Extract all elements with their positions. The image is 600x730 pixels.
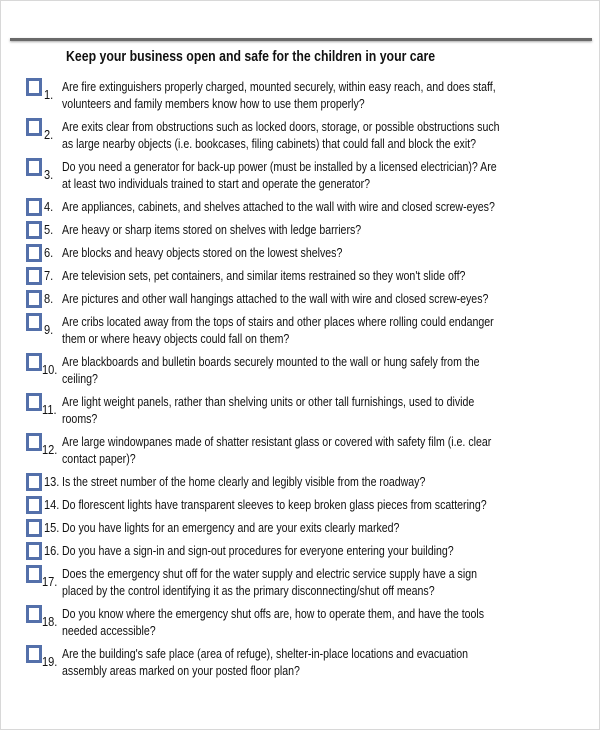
item-number: 12. [42,442,58,457]
checkbox[interactable] [26,393,42,411]
item-number: 17. [42,574,58,589]
item-text [62,519,586,536]
item-number: 16. [44,543,60,558]
item-text-line: Are the building's safe place (area of refuge), shelter-in-place locations and evacuation [62,646,469,661]
checklist-item [26,78,586,112]
checkbox[interactable] [26,313,42,331]
checkbox[interactable] [26,496,42,514]
item-text-line: Do you know where the emergency shut offs are, how to operate them, and have the tools [62,606,485,621]
checkbox[interactable] [26,473,42,491]
checkbox[interactable] [26,118,42,136]
item-text-line: Are cribs located away from the tops of stairs and other places where rolling could endanger [62,314,494,329]
checklist-item [26,605,586,639]
checklist-item [26,473,586,490]
item-number: 7. [44,268,54,283]
item-number: 4. [44,199,54,214]
checklist-item [26,313,586,347]
item-number: 19. [42,654,58,669]
checklist-item [26,158,586,192]
item-text-line: rooms? [62,411,98,426]
checkbox[interactable] [26,433,42,451]
item-text [62,542,586,559]
item-text-line: Does the emergency shut off for the water supply and electric service supply have a sign [62,566,478,581]
checklist-item [26,433,586,467]
checklist-item [26,645,586,679]
checkbox[interactable] [26,244,42,262]
checkbox[interactable] [26,221,42,239]
item-text [62,158,586,192]
item-text [62,353,586,387]
item-text [62,605,586,639]
item-text-line: Are light weight panels, rather than shelving units or other tall furnishings, used to divide [62,394,475,409]
checkbox[interactable] [26,645,42,663]
item-text-line: Are pictures and other wall hangings attached to the wall with wire and closed screw-eyes? [62,291,489,306]
item-number: 1. [44,87,54,102]
checkbox[interactable] [26,198,42,216]
checkbox[interactable] [26,267,42,285]
item-text-line: needed accessible? [62,623,156,638]
checklist-item [26,565,586,599]
item-text [62,645,586,679]
checklist-item [26,519,586,536]
item-text-line: Do you have lights for an emergency and are your exits clearly marked? [62,520,400,535]
item-text-line: Are blocks and heavy objects stored on the lowest shelves? [62,245,343,260]
checklist-item [26,542,586,559]
item-text [62,433,586,467]
item-text-line: Are large windowpanes made of shatter resistant glass or covered with safety film (i.e. clear [62,434,492,449]
item-text-line: Are fire extinguishers properly charged, mounted securely, within easy reach, and does staff, [62,79,496,94]
item-text [62,78,586,112]
checklist-item [26,393,586,427]
item-text [62,473,586,490]
item-text-line: Are appliances, cabinets, and shelves attached to the wall with wire and closed screw-eyes? [62,199,495,214]
item-text-line: Do you have a sign-in and sign-out procedures for everyone entering your building? [62,543,454,558]
header-rule [10,38,592,41]
checklist-item [26,496,586,513]
checkbox[interactable] [26,290,42,308]
item-number: 14. [44,497,60,512]
item-number: 3. [44,167,54,182]
item-text-line: Are blackboards and bulletin boards securely mounted to the wall or hung safely from the [62,354,480,369]
item-text-line: as large nearby objects (i.e. bookcases, filing cabinets) that could fall and block the exit? [62,136,477,151]
checkbox[interactable] [26,605,42,623]
checkbox[interactable] [26,565,42,583]
item-number: 18. [42,614,58,629]
checkbox[interactable] [26,353,42,371]
item-number: 10. [42,362,58,377]
checklist-item [26,118,586,152]
item-text [62,267,586,284]
checklist-item [26,198,586,215]
item-number: 2. [44,127,54,142]
item-text [62,221,586,238]
item-number: 9. [44,322,54,337]
item-text [62,290,586,307]
item-text-line: Do you need a generator for back-up power (must be installed by a licensed electrician)? Are [62,159,497,174]
item-text-line: volunteers and family members know how to use them properly? [62,96,365,111]
item-number: 15. [44,520,60,535]
item-number: 6. [44,245,54,260]
item-text [62,565,586,599]
item-text-line: Are heavy or sharp items stored on shelves with ledge barriers? [62,222,362,237]
checklist-item [26,353,586,387]
checklist [26,78,586,685]
checkbox[interactable] [26,542,42,560]
item-text-line: placed by the control identifying it as the primary disconnecting/shut off means? [62,583,435,598]
checkbox[interactable] [26,158,42,176]
checklist-item [26,244,586,261]
page-title: Keep your business open and safe for the children in your care [66,48,436,65]
item-text-line: Are television sets, pet containers, and similar items restrained so they won't slide off? [62,268,466,283]
checklist-item [26,221,586,238]
item-text-line: assembly areas marked on your posted floor plan? [62,663,300,678]
item-text-line: Are exits clear from obstructions such as locked doors, storage, or possible obstructions such [62,119,500,134]
item-text-line: contact paper)? [62,451,136,466]
item-number: 5. [44,222,54,237]
item-number: 13. [44,474,60,489]
item-text [62,393,586,427]
item-text-line: at least two individuals trained to start and operate the generator? [62,176,371,191]
checkbox[interactable] [26,78,42,96]
item-number: 11. [42,402,57,417]
checklist-item [26,267,586,284]
item-text [62,313,586,347]
item-text-line: Is the street number of the home clearly and legibly visible from the roadway? [62,474,426,489]
item-text-line: them or where heavy objects could fall on them? [62,331,290,346]
item-text [62,118,586,152]
item-number: 8. [44,291,54,306]
item-text [62,496,586,513]
checklist-item [26,290,586,307]
checkbox[interactable] [26,519,42,537]
item-text-line: ceiling? [62,371,98,386]
item-text [62,198,586,215]
item-text [62,244,586,261]
item-text-line: Do florescent lights have transparent sleeves to keep broken glass pieces from scattering? [62,497,487,512]
